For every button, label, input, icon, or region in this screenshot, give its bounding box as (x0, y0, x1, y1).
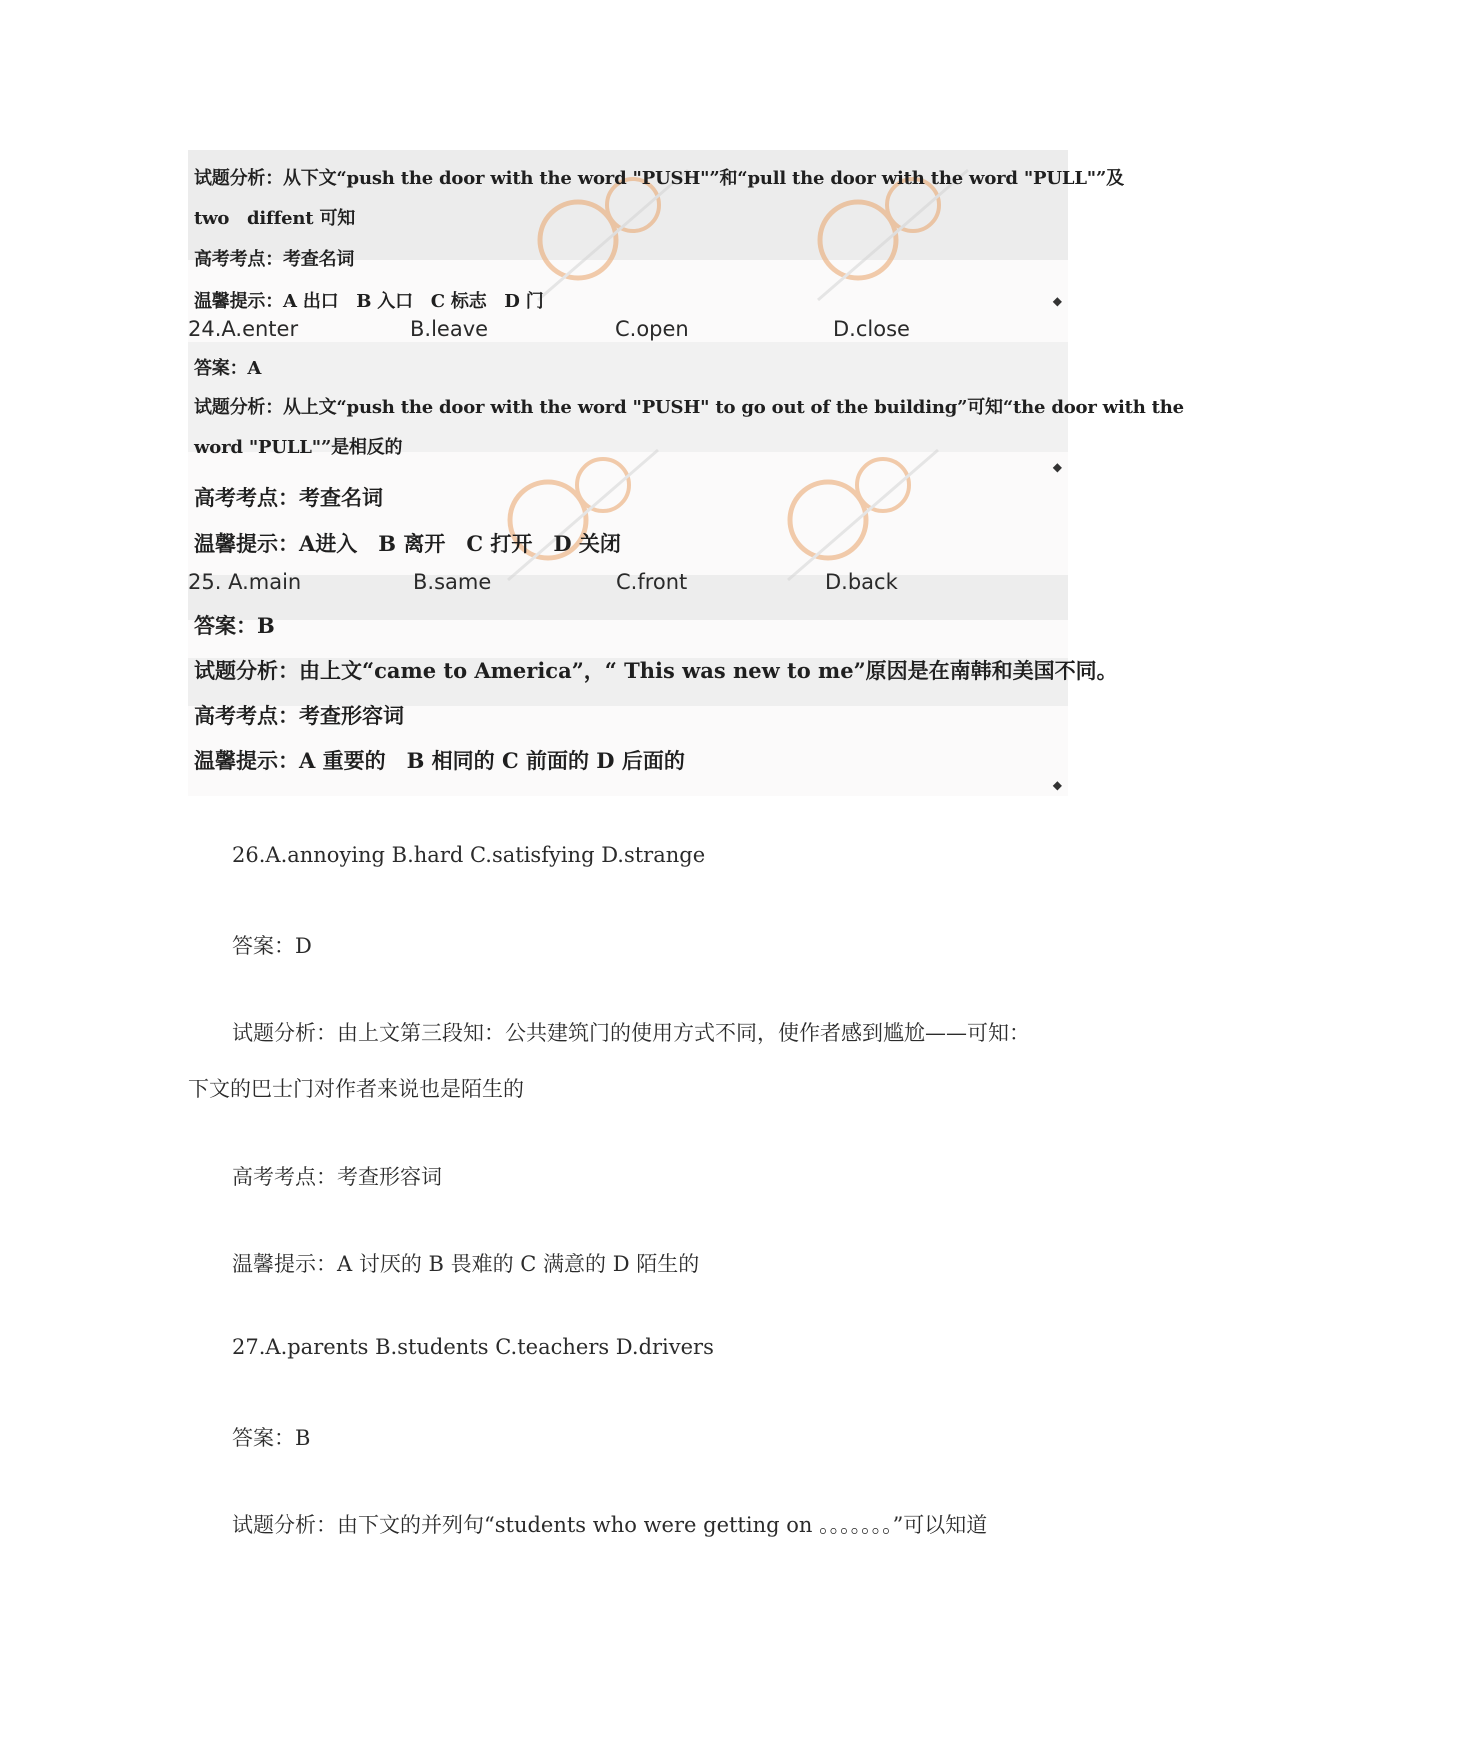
scan-mark: ◆ (1052, 294, 1062, 308)
q26-tip: 温馨提示：A 讨厌的 B 畏难的 C 满意的 D 陌生的 (232, 1252, 700, 1276)
scan-analysis-24-cont: word "PULL"”是相反的 (194, 437, 403, 458)
q25-option-a: 25. A.main (188, 570, 302, 594)
scan-point-23: 高考考点：考查名词 (194, 249, 355, 270)
scan-tip-25: 温馨提示：A 重要的 B 相同的 C 前面的 D 后面的 (194, 748, 685, 773)
scan-mark: ◆ (1052, 778, 1062, 792)
q26-exam-point: 高考考点：考查形容词 (232, 1165, 442, 1189)
scan-mark: ◆ (1052, 460, 1062, 474)
scan-point-24: 高考考点：考查名词 (194, 485, 383, 510)
q25-option-b: B.same (413, 570, 492, 594)
scan-answer-25: 答案：B (194, 613, 275, 638)
q24-option-a: 24.A.enter (188, 317, 299, 341)
q24-option-d: D.close (833, 317, 910, 341)
q26-options: 26.A.annoying B.hard C.satisfying D.strange (232, 843, 706, 867)
scan-analysis-23: 试题分析：从下文“push the door with the word "PUSH"”和“pull the door with the word "PULL"”及 (194, 168, 1124, 189)
exam8-watermark-logo (488, 440, 668, 590)
q27-answer: 答案：B (232, 1426, 311, 1450)
q24-option-c: C.open (615, 317, 689, 341)
scan-point-25: 高考考点：考查形容词 (194, 703, 404, 728)
q26-analysis-cont: 下文的巴士门对作者来说也是陌生的 (188, 1077, 524, 1101)
q27-analysis: 试题分析：由下文的并列句“students who were getting on 。。。。。。。”可以知道 (232, 1513, 988, 1537)
q25-option-c: C.front (616, 570, 688, 594)
scan-tip-24: 温馨提示：A进入 B 离开 C 打开 D 关闭 (194, 531, 621, 556)
q26-analysis: 试题分析：由上文第三段知：公共建筑门的使用方式不同，使作者感到尴尬——可知： (232, 1021, 1030, 1045)
scan-analysis-23-cont: two diffent 可知 (194, 208, 356, 229)
scan-tip-23: 温馨提示：A 出口 B 入口 C 标志 D 门 (194, 291, 544, 312)
scan-analysis-25: 试题分析：由上文“came to America”，“ This was new to me”原因是在南韩和美国不同。 (194, 658, 1118, 683)
q25-option-d: D.back (825, 570, 898, 594)
q26-answer: 答案：D (232, 934, 312, 958)
q27-options: 27.A.parents B.students C.teachers D.drivers (232, 1335, 714, 1359)
scanned-answer-image (188, 150, 1184, 796)
q24-option-b: B.leave (410, 317, 489, 341)
scan-analysis-24: 试题分析：从上文“push the door with the word "PUSH" to go out of the building”可知“the door with the (194, 397, 1184, 418)
exam8-watermark-logo (768, 440, 948, 590)
scan-answer-24: 答案：A (194, 358, 262, 379)
